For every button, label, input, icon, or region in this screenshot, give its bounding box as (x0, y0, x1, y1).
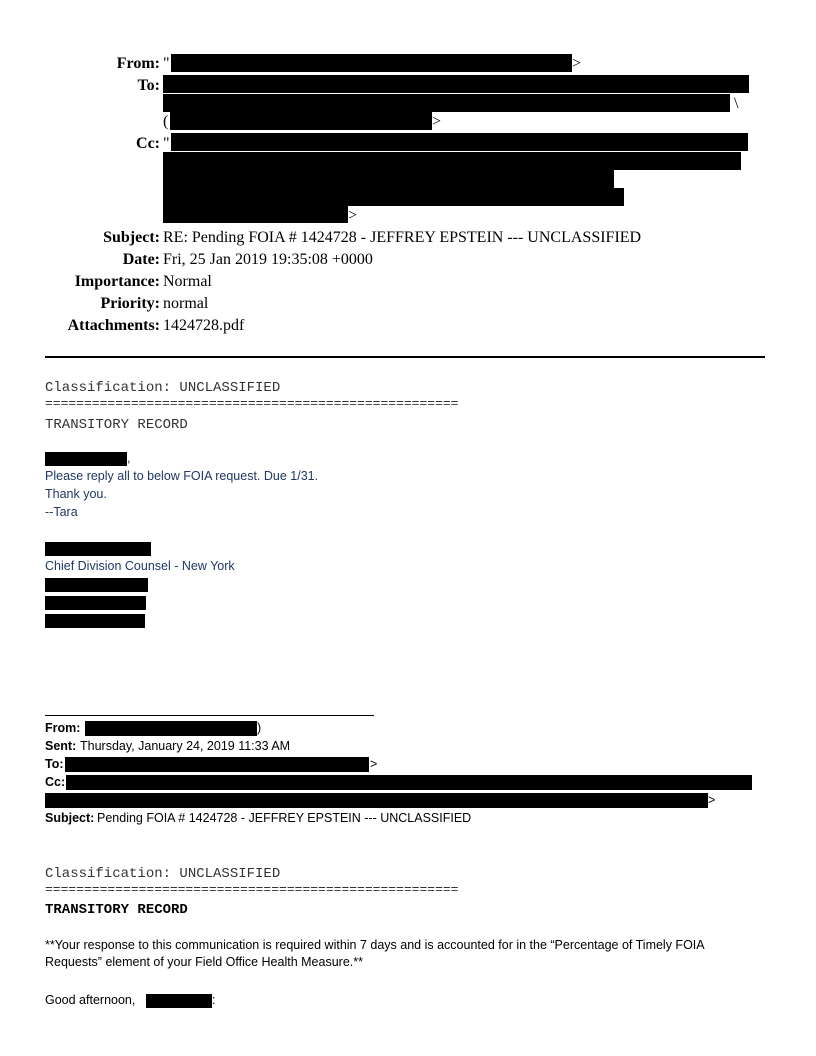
from-label: From: (116, 55, 160, 72)
redaction-block (163, 152, 741, 170)
quoted-notice: **Your response to this communication is required within 7 days and is accounted for in the “Percentage of Timely FOIA Requests” element of your Field Office Health Measure.** (45, 938, 704, 969)
redaction-block (171, 54, 572, 72)
quoted-divider (45, 715, 374, 716)
classification-text: Classification: UNCLASSIFIED (45, 380, 281, 396)
from-quote: " (163, 55, 170, 72)
redaction-block (163, 206, 348, 223)
redaction-block (45, 452, 127, 466)
priority-label: Priority: (100, 295, 160, 312)
redaction-block (65, 757, 369, 772)
cc-close-bracket: > (348, 207, 358, 224)
importance-value: Normal (163, 273, 212, 290)
greeting-colon: : (212, 993, 216, 1007)
attachments-label: Attachments: (67, 317, 160, 334)
salutation-comma: , (127, 451, 131, 465)
redaction-block (163, 170, 614, 188)
redaction-block (45, 578, 148, 592)
quoted-classification: Classification: UNCLASSIFIED (45, 866, 281, 882)
redaction-block (163, 75, 749, 93)
date-value: Fri, 25 Jan 2019 19:35:08 +0000 (163, 251, 373, 268)
to-close-bracket: > (432, 113, 442, 130)
signature-name: --Tara (45, 505, 78, 519)
quoted-cc-bracket: > (708, 793, 716, 807)
to-backslash: \ (734, 95, 739, 112)
redaction-block (85, 721, 257, 736)
redaction-block (171, 133, 748, 151)
redaction-block (45, 596, 146, 610)
quoted-subject-label: Subject: (45, 811, 95, 825)
quoted-sent-value: Thursday, January 24, 2019 11:33 AM (80, 739, 291, 753)
priority-value: normal (163, 295, 209, 312)
quoted-cc-label: Cc: (45, 775, 66, 789)
attachments-value[interactable]: 1424728.pdf (163, 317, 245, 334)
to-paren: ( (163, 113, 169, 130)
subject-value: RE: Pending FOIA # 1424728 - JEFFREY EPSTEIN --- UNCLASSIFIED (163, 229, 642, 246)
quoted-transitory: TRANSITORY RECORD (45, 902, 188, 918)
quoted-from-label: From: (45, 721, 81, 735)
from-close-bracket: > (572, 55, 582, 72)
subject-label: Subject: (103, 229, 160, 246)
quoted-subject-value: Pending FOIA # 1424728 - JEFFREY EPSTEIN --- UNCLASSIFIED (97, 811, 472, 825)
header-divider (45, 356, 765, 358)
quoted-to-bracket: > (370, 757, 378, 771)
redaction-block (170, 112, 432, 130)
transitory-text: TRANSITORY RECORD (45, 417, 188, 433)
redaction-block (146, 994, 212, 1008)
cc-label: Cc: (136, 135, 160, 152)
quoted-sent-label: Sent: (45, 739, 77, 753)
redaction-block (163, 188, 624, 206)
date-label: Date: (122, 251, 160, 268)
to-label: To: (137, 77, 160, 94)
quoted-separator: ===================================================== (45, 882, 459, 897)
cc-quote: " (163, 135, 170, 152)
body-line: Please reply all to below FOIA request. Due 1/31. (45, 469, 319, 483)
redaction-block (45, 793, 708, 808)
quoted-from-paren: ) (257, 721, 262, 735)
importance-label: Importance: (74, 273, 160, 290)
quoted-greeting: Good afternoon, (45, 993, 136, 1007)
redaction-block (163, 94, 730, 112)
quoted-to-label: To: (45, 757, 64, 771)
redaction-block (66, 775, 752, 790)
redaction-block (45, 614, 145, 628)
separator-line: ===================================================== (45, 396, 459, 411)
body-line: Thank you. (45, 487, 107, 501)
redaction-block (45, 542, 151, 556)
signature-title: Chief Division Counsel - New York (45, 559, 235, 573)
